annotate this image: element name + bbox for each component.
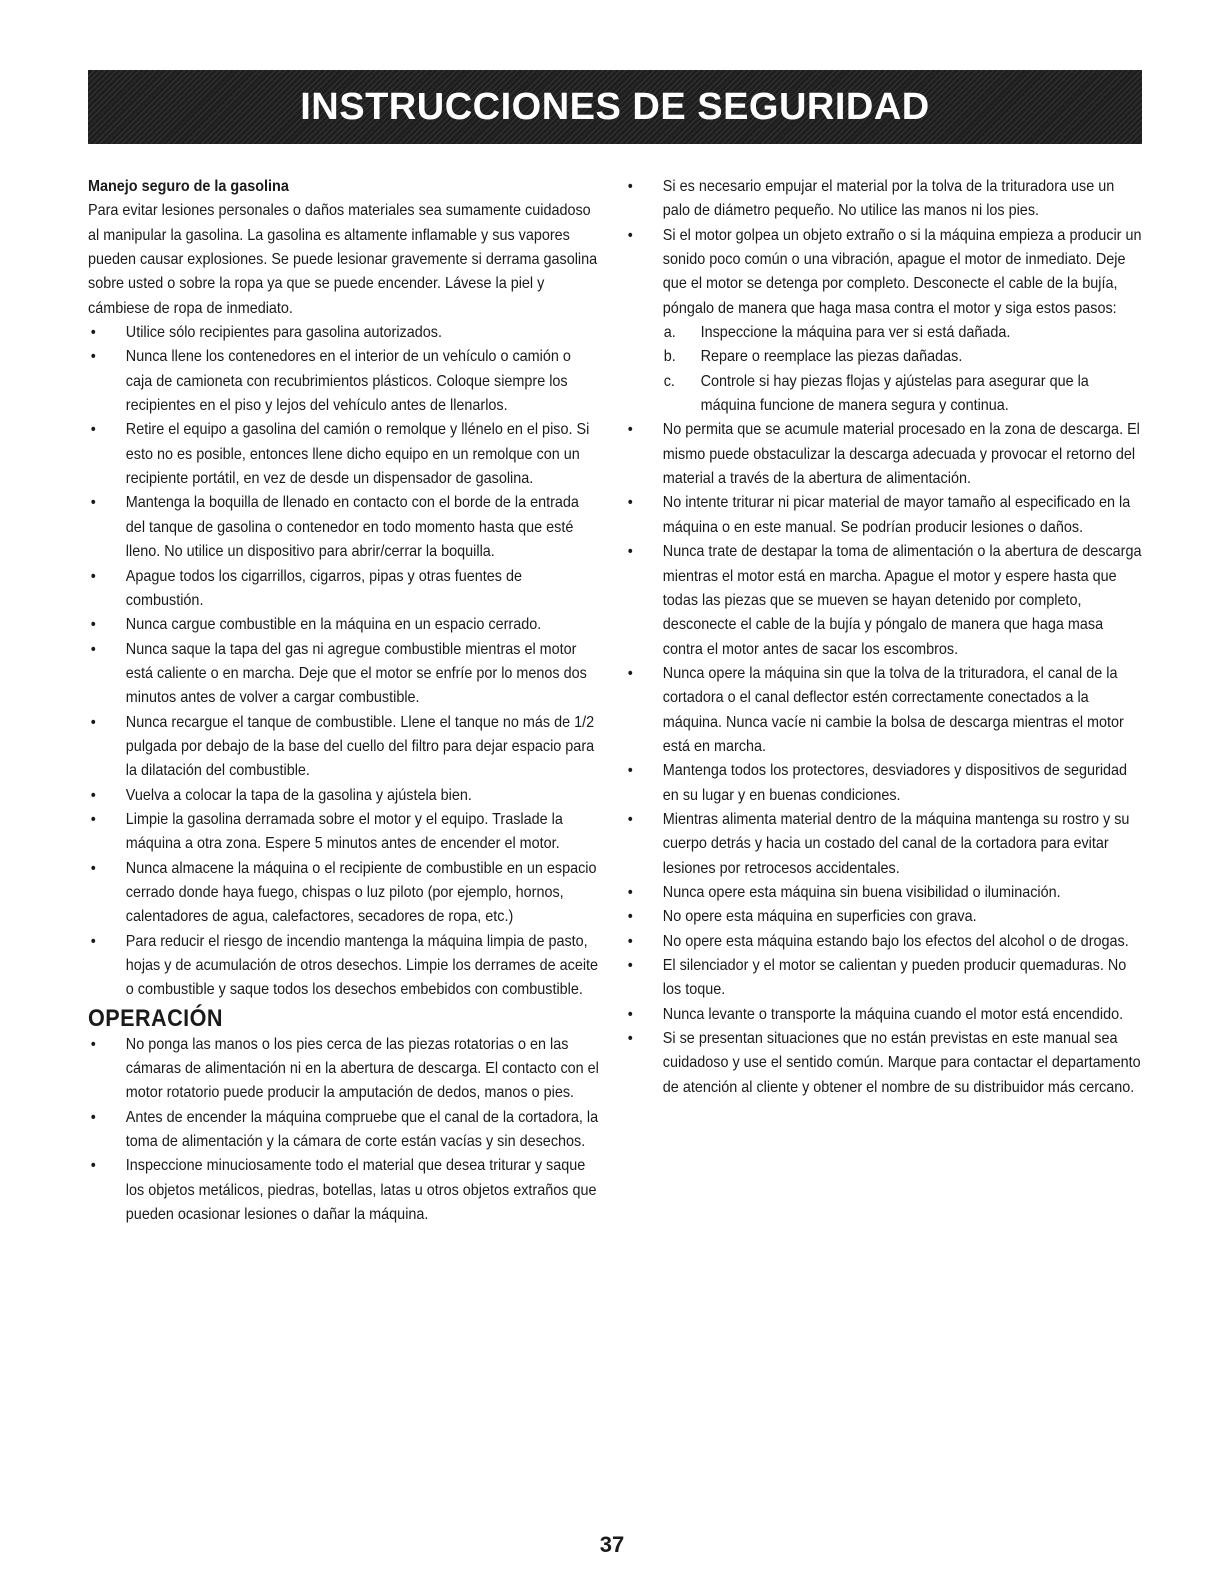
list-item: • No ponga las manos o los pies cerca de las piezas rotatorias o en las cámaras de alimentación ni en la abertura de descarga. El contacto con el motor rotatorio puede producir la amputación de dedos, manos o pies. [88, 1033, 599, 1106]
list-item: • Limpie la gasolina derramada sobre el motor y el equipo. Traslade la máquina a otra zona. Espere 5 minutos antes de encender el motor. [88, 808, 599, 857]
list-item: • Nunca recargue el tanque de combustible. Llene el tanque no más de 1/2 pulgada por debajo de la base del cuello del filtro para dejar espacio para la dilatación del combustible. [88, 711, 599, 784]
step-list [663, 321, 1145, 418]
list-item: • Retire el equipo a gasolina del camión o remolque y llénelo en el piso. Si esto no es posible, entonces llene dicho equipo en un remolque con un recipiente portátil, en vez de desde un dispensador de gasolina. [88, 418, 599, 491]
list-item: • Nunca cargue combustible en la máquina en un espacio cerrado. [88, 613, 599, 637]
step-item [663, 345, 1145, 369]
list-item: • No intente triturar ni picar material de mayor tamaño al especificado en la máquina o en este manual. Se podrían producir lesiones o daños. [625, 491, 1145, 540]
list-item: • Mantenga la boquilla de llenado en contacto con el borde de la entrada del tanque de gasolina o contenedor en todo momento hasta que esté lleno. No utilice un dispositivo para abrir/cerrar la boquilla. [88, 491, 599, 564]
page-title: INSTRUCCIONES DE SEGURIDAD [300, 85, 930, 128]
operation-list-left [88, 1033, 599, 1228]
list-item: • No permita que se acumule material procesado en la zona de descarga. El mismo puede obstaculizar la descarga adecuada y provocar el retorno del material a través de la abertura de alimentación. [625, 418, 1145, 491]
list-item: • Para reducir el riesgo de incendio mantenga la máquina limpia de pasto, hojas y de acumulación de otros desechos. Limpie los derrames de aceite o combustible y saque todos los desechos embebidos con combustible. [88, 930, 599, 1003]
step-marker: c. [663, 372, 675, 390]
page-number: 37 [599, 1532, 625, 1557]
list-item: • Nunca levante o transporte la máquina cuando el motor está encendido. [625, 1003, 1145, 1027]
operation-heading: OPERACIÓN [88, 1004, 223, 1032]
list-item: • Vuelva a colocar la tapa de la gasolina y ajústela bien. [88, 784, 599, 808]
gasoline-heading: Manejo seguro de la gasolina [88, 178, 289, 195]
gasoline-intro: Para evitar lesiones personales o daños materiales sea sumamente cuidadoso al manipular la gasolina. La gasolina es altamente inflamable y sus vapores pueden causar explosiones. Se puede lesionar gravemente si derrama gasolina sobre usted o sobre la ropa ya que se puede encender. Lávese la piel y cámbiese de ropa de inmediato. [88, 202, 598, 317]
list-item: • Si se presentan situaciones que no están previstas en este manual sea cuidadoso y use el sentido común. Marque para contactar el departamento de atención al cliente y obtener el nombre de su distribuidor más cercano. [625, 1027, 1145, 1100]
list-item: • Nunca saque la tapa del gas ni agregue combustible mientras el motor está caliente o en marcha. Deje que el motor se enfríe por lo menos dos minutos antes de volver a cargar combustible. [88, 638, 599, 711]
list-item: • Apague todos los cigarrillos, cigarros, pipas y otras fuentes de combustión. [88, 565, 599, 614]
list-item: • Nunca almacene la máquina o el recipiente de combustible en un espacio cerrado donde haya fuego, chispas o luz piloto (por ejemplo, hornos, calentadores de agua, calefactores, secadores de ropa, etc.) [88, 857, 599, 930]
step-text: Inspeccione la máquina para ver si está dañada. [700, 324, 1011, 342]
right-column [625, 175, 1145, 1100]
list-item: • No opere esta máquina en superficies con grava. [625, 905, 1145, 929]
gasoline-list [88, 321, 599, 1003]
list-item: • Nunca opere esta máquina sin buena visibilidad o iluminación. [625, 881, 1145, 905]
operation-list-right [625, 175, 1145, 1100]
list-item: • Utilice sólo recipientes para gasolina autorizados. [88, 321, 599, 345]
step-marker: b. [663, 348, 676, 366]
list-item: • Mantenga todos los protectores, desviadores y dispositivos de seguridad en su lugar y en buenas condiciones. [625, 759, 1145, 808]
list-item: • Nunca opere la máquina sin que la tolva de la trituradora, el canal de la cortadora o el canal deflector estén correctamente conectados a la máquina. Nunca vacíe ni cambie la bolsa de descarga mientras el motor está en marcha. [625, 662, 1145, 759]
list-item: • Antes de encender la máquina compruebe que el canal de la cortadora, la toma de alimentación y la cámara de corte están vacías y sin desechos. [88, 1106, 599, 1155]
step-text: Repare o reemplace las piezas dañadas. [700, 348, 963, 366]
list-item: • Mientras alimenta material dentro de la máquina mantenga su rostro y su cuerpo detrás y hacia un costado del canal de la cortadora para evitar lesiones por retrocesos accidentales. [625, 808, 1145, 881]
list-item-text: Si el motor golpea un objeto extraño o si la máquina empieza a producir un sonido poco común o una vibración, apague el motor de inmediato. Deje que el motor se detenga por completo. Desconecte el cable de la bujía, póngalo de manera que haga masa contra el motor y siga estos pasos: [662, 226, 1142, 317]
section-banner [88, 70, 1142, 144]
list-item: • Inspeccione minuciosamente todo el material que desea triturar y saque los objetos metálicos, piedras, botellas, latas u otros objetos extraños que pueden ocasionar lesiones o dañar la máquina. [88, 1154, 599, 1227]
left-column [88, 175, 599, 1227]
step-marker: a. [663, 324, 676, 342]
list-item: • El silenciador y el motor se calientan y pueden producir quemaduras. No los toque. [625, 954, 1145, 1003]
list-item: • Nunca trate de destapar la toma de alimentación o la abertura de descarga mientras el motor está en marcha. Apague el motor y espere hasta que todas las piezas que se mueven se hayan detenido por completo, desconecte el cable de la bujía y póngalo de manera que haga masa contra el motor antes de sacar los escombros. [625, 540, 1145, 662]
list-item: • Nunca llene los contenedores en el interior de un vehículo o camión o caja de camioneta con recubrimientos plásticos. Coloque siempre los recipientes en el piso y lejos del vehículo antes de llenarlos. [88, 345, 599, 418]
list-item: • Si es necesario empujar el material por la tolva de la trituradora use un palo de diámetro pequeño. No utilice las manos ni los pies. [625, 175, 1145, 224]
list-item: • No opere esta máquina estando bajo los efectos del alcohol o de drogas. [625, 930, 1145, 954]
step-item [663, 370, 1145, 419]
step-item [663, 321, 1145, 345]
list-item-with-steps [625, 224, 1145, 419]
step-text: Controle si hay piezas flojas y ajústelas para asegurar que la máquina funcione de manera segura y continua. [700, 372, 1089, 415]
